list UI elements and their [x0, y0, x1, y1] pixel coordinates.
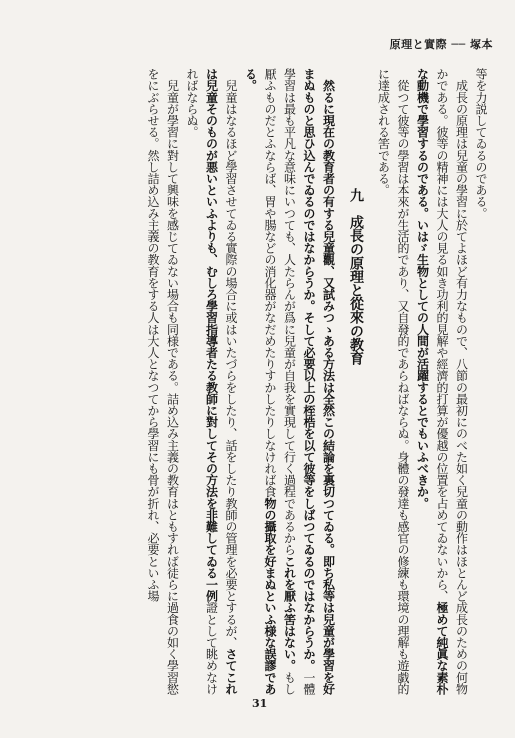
emphasized-text: 極めて純眞な素朴な動機で學習するのである。いはゞ生物としての人間が活躍するとでもいふべきか。	[415, 68, 449, 695]
paragraph-current-education	[240, 68, 338, 696]
text-segment: もし厭ふものだとふならば、胃や腸などの消化器がなだめたりすかしたりしなければ食	[263, 68, 297, 695]
vertical-text-body	[60, 68, 490, 696]
paragraph-learning-nature	[373, 68, 412, 696]
text-segment: 從つて彼等の學習は本來が生活的であり、又自發的であらねばならぬ。身體の發達も感官の修練も環境の理解も遊戯的に達成される筈である。	[376, 68, 410, 695]
paragraph-interest	[143, 68, 182, 696]
text-segment: 一體學習は最も平凡な意味にいつても、人たらんが爲に兒童が自我を實現して行く過程であるから	[282, 68, 316, 695]
paragraph-growth-principle	[412, 68, 471, 696]
section-heading: 九 成長の原理と從來の教育	[348, 188, 364, 365]
text-segment: 證として眺めなければならぬ。	[185, 68, 219, 695]
emphasized-text: これを厭ふ筈はない。	[282, 555, 297, 672]
emphasized-text: さてこれは兒童そのものが悪いといふよりも、むしろ學習指導者たる教師に對してその方法を非難してゐる一例	[204, 68, 238, 695]
paragraph-closing-line	[471, 68, 491, 696]
emphasized-text: 然るに現在の教育者の有する兒童觀、又試みつゝある方法は全然この結論を裏切つてゐる。即ち私等は兒童が學習を好まぬものと思ひ込んでゐるのではなからうか。そして必要以上の桎梏を以て彼等をしばつてゐるのではなからうか。	[302, 68, 336, 695]
page-number: 31	[252, 697, 268, 710]
emphasized-text: 物の攝取を好まぬといふ様な誤謬である。	[243, 68, 277, 695]
text-segment: 成長の原理は兒童の學習に於てよほど有力なもので、八節の最初にのべた如く兒童の動作はほとんど成長のための何物かである。彼等の精神には大人の見る如き功利的見解や經濟的打算が優越の位置を占めてゐないから、	[435, 68, 469, 695]
running-head: 原理と實際 ── 塚本	[389, 38, 493, 51]
text-line: 等を力説してゐるのである。	[474, 68, 488, 219]
text-segment: 兒童が學習に對して興味を感じてゐない場合も同様である。詰め込み主義の教育はともすれば徒らに過食の如く學習慾をにぶらせる。然し詰め込み主義の教育をする人は大人となつてから學習にも骨が折れ、必要といふ場	[146, 68, 180, 695]
paragraph-teacher-management	[182, 68, 241, 696]
text-segment: 兒童はなるほど學習させてゐる實際の場合に或はいたづらをしたり、話をしたり教師の管理を必要とするが、	[224, 79, 238, 649]
